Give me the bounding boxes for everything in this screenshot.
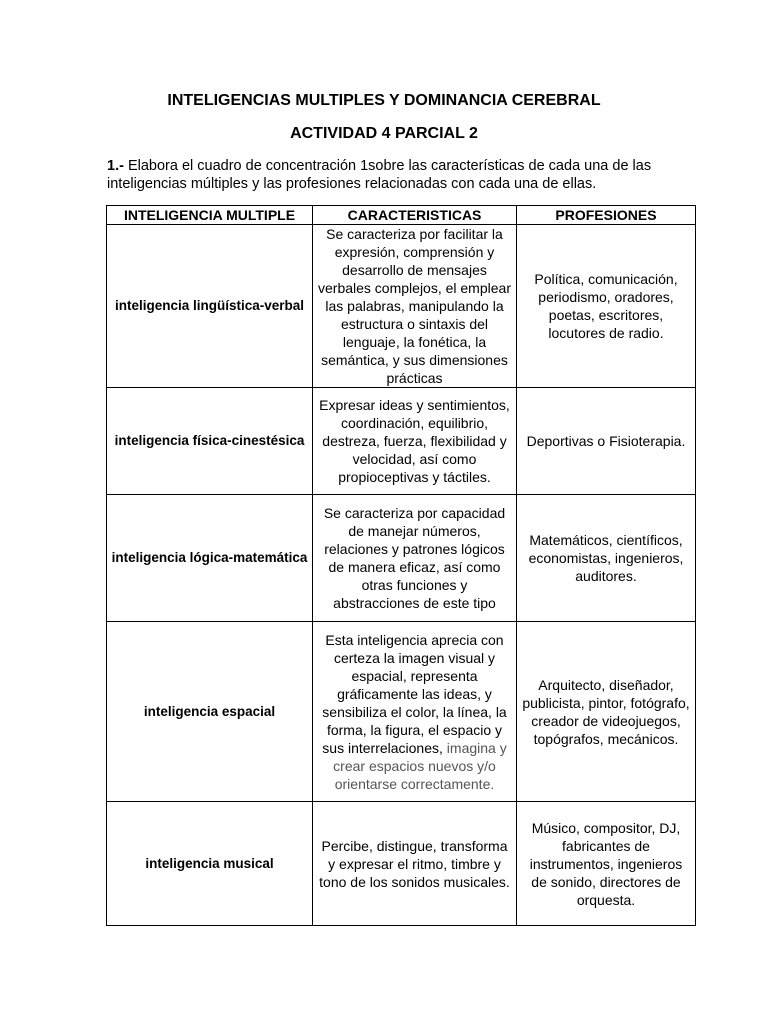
instruction-text: Elabora el cuadro de concentración 1sobre las características de cada una de las inteligencias múltiples y las profesiones relacionadas con cada una de ellas. (107, 158, 652, 192)
table-row (107, 495, 696, 622)
characteristics-cell: Se caracteriza por facilitar la expresión, comprensión y desarrollo de mensajes verbales complejos, el emplear las palabras, manipulando la estructura o sintaxis del lenguaje, la fonética, la semántica, y sus dimensiones prácticas (313, 225, 517, 388)
document-title: INTELIGENCIAS MULTIPLES Y DOMINANCIA CEREBRAL (167, 92, 601, 109)
characteristics-cell: Expresar ideas y sentimientos, coordinación, equilibrio, destreza, fuerza, flexibilidad y velocidad, así como propioceptivas y táctiles. (313, 388, 517, 495)
header-professions: PROFESIONES (517, 206, 696, 225)
characteristics-text: Esta inteligencia aprecia con certeza la imagen visual y espacial, representa gráficamente las ideas, y sensibiliza el color, la línea, la forma, la figura, el espacio y sus interrelaciones, (322, 631, 507, 756)
header-intelligence: INTELIGENCIA MULTIPLE (107, 206, 313, 225)
intelligence-name-text: inteligencia espacial (143, 703, 276, 719)
professions-initial: D (526, 433, 537, 449)
intelligence-name-text: inteligencia lingüística-verbal (114, 298, 305, 313)
intelligence-name (107, 225, 313, 388)
intelligence-name (107, 388, 313, 495)
instruction-number: 1.- (107, 158, 124, 174)
intelligence-name-text: inteligencia lógica-matemática (111, 550, 308, 565)
table-row (107, 388, 696, 495)
table-header-row (107, 206, 696, 225)
intelligence-name-text: inteligencia física-cinestésica (114, 433, 305, 448)
professions-cell: Política, comunicación, periodismo, oradores, poetas, escritores, locutores de radio. (517, 225, 696, 388)
characteristics-cell (313, 622, 517, 802)
characteristics-cell: Se caracteriza por capacidad de manejar números, relaciones y patrones lógicos de manera eficaz, así como otras funciones y abstracciones de este tipo (313, 495, 517, 622)
characteristics-text-gray: imagina y crear espacios nuevos y/o orientarse correctamente. (333, 739, 507, 792)
intelligence-name (107, 622, 313, 802)
professions-cell (517, 388, 696, 495)
document-subtitle: ACTIVIDAD 4 PARCIAL 2 (290, 125, 478, 142)
instruction-paragraph (107, 157, 687, 193)
professions-cell: Matemáticos, científicos, economistas, ingenieros, auditores. (517, 495, 696, 622)
intelligence-name (107, 802, 313, 926)
professions-cell: Músico, compositor, DJ, fabricantes de instrumentos, ingenieros de sonido, directores de orquesta. (517, 802, 696, 926)
table-row (107, 802, 696, 926)
table-row (107, 622, 696, 802)
table-row (107, 225, 696, 388)
professions-cell: Arquitecto, diseñador, publicista, pintor, fotógrafo, creador de videojuegos, topógrafos, mecánicos. (517, 622, 696, 802)
intelligence-name (107, 495, 313, 622)
intelligence-name-text: inteligencia musical (145, 855, 274, 871)
characteristics-cell: Percibe, distingue, transforma y expresar el ritmo, timbre y tono de los sonidos musicales. (313, 802, 517, 926)
intelligences-table (106, 205, 696, 926)
header-characteristics: CARACTERISTICAS (313, 206, 517, 225)
professions-text: eportivas o Fisioterapia. (536, 433, 686, 449)
